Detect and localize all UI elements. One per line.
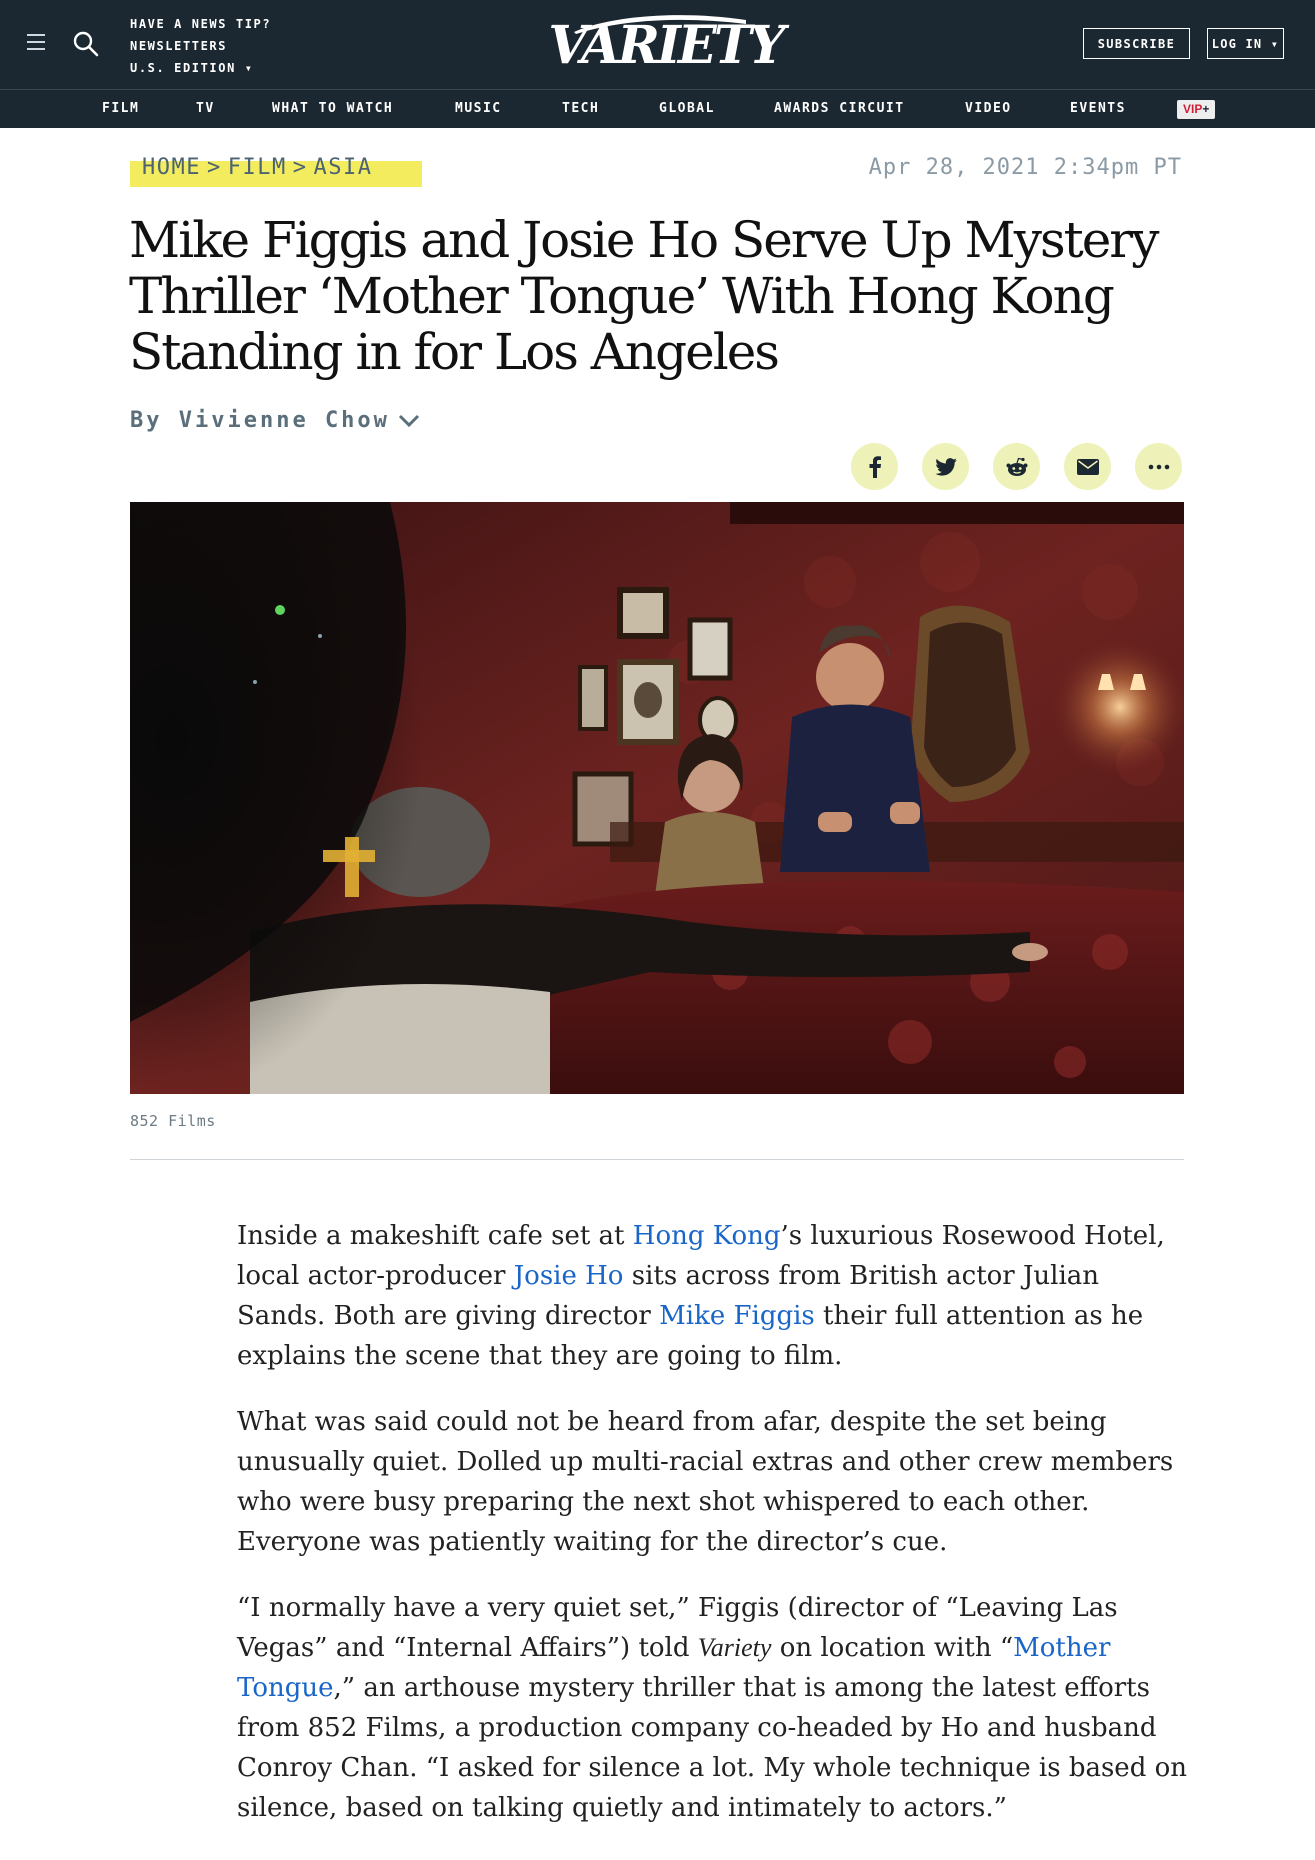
breadcrumb-asia[interactable]: ASIA: [313, 155, 373, 180]
nav-item-events[interactable]: EVENTS: [1070, 101, 1126, 116]
text-run: Inside a makeshift cafe set at: [237, 1221, 633, 1251]
nav-item-global[interactable]: GLOBAL: [659, 101, 715, 116]
text-run: ’s luxurious Rosewood Hotel, local actor-producer: [237, 1221, 1165, 1291]
nav-item-awards-circuit[interactable]: AWARDS CIRCUIT: [774, 101, 905, 116]
text-run: “I normally have a very quiet set,” Figgis (director of “Leaving Las Vegas” and “Internal Affairs”) told: [237, 1593, 1118, 1663]
site-header: [0, 0, 1315, 89]
nav-item-film[interactable]: FILM: [102, 101, 140, 116]
film-still-illustration: [130, 502, 1184, 1094]
nav-item-music[interactable]: MUSIC: [455, 101, 502, 116]
menu-icon[interactable]: [27, 34, 45, 50]
reddit-icon[interactable]: [993, 443, 1040, 490]
breadcrumb-separator: >: [292, 155, 308, 180]
link-josie-ho[interactable]: Josie Ho: [513, 1261, 624, 1291]
publication-name: Variety: [697, 1633, 772, 1662]
nav-item-tech[interactable]: TECH: [562, 101, 600, 116]
logo-wordmark: VARIETY: [548, 15, 783, 76]
breadcrumb: [130, 152, 373, 188]
paragraph-3: [237, 1588, 1187, 1828]
photo-credit: 852 Films: [130, 1112, 216, 1130]
more-icon[interactable]: [1135, 443, 1182, 490]
link-mike-figgis[interactable]: Mike Figgis: [659, 1301, 815, 1331]
breadcrumb-film[interactable]: FILM: [227, 155, 287, 180]
breadcrumb-home[interactable]: HOME: [142, 155, 201, 180]
chevron-down-icon: [398, 414, 420, 428]
email-icon[interactable]: [1064, 443, 1111, 490]
link-mother-tongue[interactable]: Mother Tongue: [237, 1633, 1111, 1703]
text-run: sits across from British actor Julian Sands. Both are giving director: [237, 1261, 1100, 1331]
link-hong-kong[interactable]: Hong Kong: [632, 1221, 781, 1251]
divider: [130, 1159, 1184, 1160]
nav-item-what-to-watch[interactable]: WHAT TO WATCH: [272, 101, 394, 116]
paragraph-1: [237, 1216, 1187, 1376]
main-nav: [0, 89, 1315, 128]
text-run: their full attention as he explains the scene that they are going to film.: [237, 1301, 1144, 1371]
vip-plus-sign: +: [1202, 102, 1210, 116]
news-tip-link[interactable]: HAVE A NEWS TIP?: [130, 17, 272, 31]
breadcrumb-separator: >: [206, 155, 222, 180]
edition-selector[interactable]: U.S. EDITION ▾: [130, 61, 254, 75]
vip-plus-button[interactable]: [1177, 100, 1215, 119]
search-icon[interactable]: [73, 31, 99, 57]
author-byline[interactable]: [130, 408, 420, 433]
paragraph-2: What was said could not be heard from afar, despite the set being unusually quiet. Dolled up multi-racial extras and other crew members who were busy preparing the next shot whispered to each other. Everyone was patiently waiting for the director’s cue.: [237, 1407, 1174, 1557]
article-body: [237, 1216, 1187, 1854]
publish-date: Apr 28, 2021 2:34pm PT: [868, 155, 1182, 180]
login-button[interactable]: LOG IN ▾: [1207, 28, 1284, 59]
text-run: on location with “: [771, 1633, 1014, 1663]
facebook-icon[interactable]: [851, 443, 898, 490]
nav-item-tv[interactable]: TV: [196, 101, 215, 116]
subscribe-button[interactable]: SUBSCRIBE: [1083, 28, 1190, 59]
newsletters-link[interactable]: NEWSLETTERS: [130, 39, 228, 53]
nav-item-video[interactable]: VIDEO: [965, 101, 1012, 116]
article-headline: Mike Figgis and Josie Ho Serve Up Mystery Thriller ‘Mother Tongue’ With Hong Kong Standing in for Los Angeles: [129, 211, 1158, 381]
text-run: ,” an arthouse mystery thriller that is among the latest efforts from 852 Films, a production company co-headed by Ho and husband Conroy Chan. “I asked for silence a lot. My whole technique is based on silence, based on talking quietly and intimately to actors.”: [237, 1673, 1188, 1823]
top-links: [130, 13, 271, 79]
variety-logo[interactable]: [546, 12, 783, 78]
hero-image[interactable]: [130, 502, 1184, 1094]
twitter-icon[interactable]: [922, 443, 969, 490]
author-name: By Vivienne Chow: [130, 408, 390, 433]
vip-label: VIP: [1183, 102, 1203, 116]
